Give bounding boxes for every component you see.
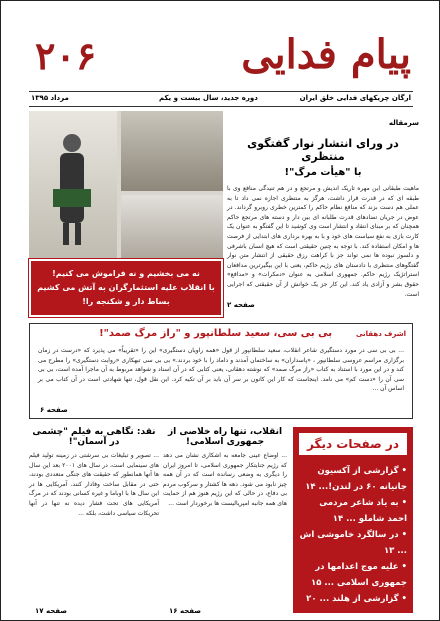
organization-name: ارگان چریکهای فدایی خلق ایران: [299, 94, 411, 102]
issue-number: ۲۰۶: [35, 33, 97, 78]
revolution-article-body: ... اوضاع عینی جامعه به اشکاری نشان می دهد که رژیم جنایتکار جمهوری اسلامی، تا امروز ایران را دیگری به وضعی رسانده است که در آن همه چیز نابود می شود. دهه ها کشتار و سرکوب مردم بی دفاع، در حالی که این رژیم هنوز هم از حمایت های همه جانبه امپریالیست ها برخوردار است ...: [163, 452, 287, 507]
figure-illustration: [49, 129, 95, 249]
editorial-kicker: سرمقاله: [388, 119, 419, 127]
bbc-article-continued[interactable]: صفحه ۶: [40, 406, 68, 414]
issue-date: مرداد ۱۳۹۵: [31, 94, 69, 102]
toc-item[interactable]: • در سالگرد خاموشی اش ... ۱۳: [299, 530, 407, 556]
feature-line-1: نه می بخشیم و نه فراموش می کنیم!: [52, 269, 200, 278]
publication-period: دوره جدید، سال بیست و یکم: [159, 94, 258, 102]
revolution-article[interactable]: [163, 427, 287, 613]
toc-heading: در صفحات دیگر: [299, 433, 407, 455]
editorial-article[interactable]: [227, 119, 419, 319]
portrait-photo: [29, 111, 117, 271]
editorial-body: ماهیت طبقاتی این مهره تاریک اندیش و مرتجع و در هم تنیدگی منافع وی با طبقه ای که در قدرت قرار داشت، هرگز به منتظری اجازه نمی داد تا به عملی هم دست بزند که منافع نظام حاکم را کمترین خطری روبرو گرداند. در عوض در جریان تضادهای قدرت طلبانه ای بین دار و دسته های مرتجع حاکم همچنان که بر مبنای انتقاد و انتشار است وی کوشید تا این گفتگو به عنوان یک کارت بازی به نفع سیاست های خود و با به بهره برداری های ابتدایی از فرصت ها و امکان استفاده کند. با توجه به چنین حقیقتی است که هیچ انسان باشرفی و دلسوز نبوده ها نمی تواند جز با کراهت رزق حقیقی از انتشار متن نوار گفتگوهای منتظری با دادستان های رژیم حاکم، یعنی با این بیگیرترین مدافعان استراتژیک رژیم حاکم. جمهوری اسلامی به عنوان «دمکرات» و «مدافع» حقوق بشر و آزادی یاد کند. این کار جز یک خوانش از آن حقیقتی که اجرایی است.: [227, 185, 419, 298]
bbc-article-title: بی بی سی، سعید سلطانپور و "راز مرگ صمد"!: [99, 328, 332, 339]
bbc-article-body: ... بی بی سی در مورد دستگیری شاعر انقلاب، سعید سلطانپور از قول «همه راویان دستگیری» این را «تقریباً» می پذیرد که «درست در زمان برگزاری مراسم عروسی سلطانپور ، «پاسداران» به ساختمان آمدند و داماد را با خود بردند.» بی بی سی تبهکاری «روایت دستگیری» را مطرح می کند و در این مورد با استناد به کتاب «راز مرگ صمد» که نوشته دهقانی، یعنی کتابی که در آن اسناد و شواهد مربوط به آن ماجرا آمده است، بی بی سی آن را «دست کم» می نامد. اینجاست که کار این کانون بر سر آن باید بر آن تکیه کرد. این نقل قول، تنها شهادتی است در آن کتاب می بر اساس آن ...: [38, 347, 404, 392]
toc-item[interactable]: • به یاد شاعر مردمی احمد شاملو ... ۱۴: [319, 498, 407, 524]
film-review-article[interactable]: [29, 427, 159, 613]
revolution-article-continued[interactable]: صفحه ۱۶: [169, 607, 202, 615]
toc-list: [299, 463, 407, 607]
feature-box[interactable]: [29, 259, 223, 317]
revolution-article-title: انقلاب، تنها راه خلاصی از جمهوری اسلامی!: [167, 427, 283, 447]
film-review-continued[interactable]: صفحه ۱۷: [35, 607, 68, 615]
film-review-body: ... تصویر و تبلیغات بی سرشتی در زمینه تولید فیلم های سینمایی است، در سال های ۲۰۰۱ بعد این سال ها آنها همانطور که حقیقت های جنگی متعددی بودند، حتی در مقابل ساخت وفادار کنند. آمریکایی ها در این سال ها با اوباما و غیره کسانی بودند که در مرگ آمریکایی های تحت فشار دیده نه تنها در آنها تحریکات سیاسی داشت، بلکه ...: [29, 452, 159, 517]
feature-line-2: با انقلاب علیه استثمارگران به آتش می کشیم: [37, 283, 215, 292]
table-of-contents: [293, 427, 413, 613]
toc-item[interactable]: • گزارشی از هلند ... ۲۰: [306, 594, 407, 604]
editorial-continued[interactable]: صفحه ۲: [227, 301, 255, 310]
toc-item[interactable]: • علیه موج اعدامها در جمهوری اسلامی ... ۱۵: [311, 562, 407, 588]
editorial-title: در ورای انتشار نوار گفتگوی منتظری: [247, 137, 399, 163]
editorial-subtitle: با "هیأت مرگ"!: [284, 167, 362, 178]
feature-line-3: بساط دار و شکنجه را!: [82, 297, 170, 306]
film-review-title: نقد: نگاهی به فیلم "چشمی در آسمان"!: [32, 427, 156, 447]
publication-title: پیام فدایی: [241, 31, 411, 78]
article-author: اشرف دهقانی: [355, 330, 406, 338]
subheader-bar: [29, 91, 413, 107]
toc-item[interactable]: • گزارشی از آکسیون جانیانه ۶۰ در لندن!... ۱۴: [305, 466, 407, 492]
crowd-photo: [121, 111, 223, 191]
bbc-article[interactable]: [29, 323, 413, 419]
masthead: [29, 31, 413, 91]
